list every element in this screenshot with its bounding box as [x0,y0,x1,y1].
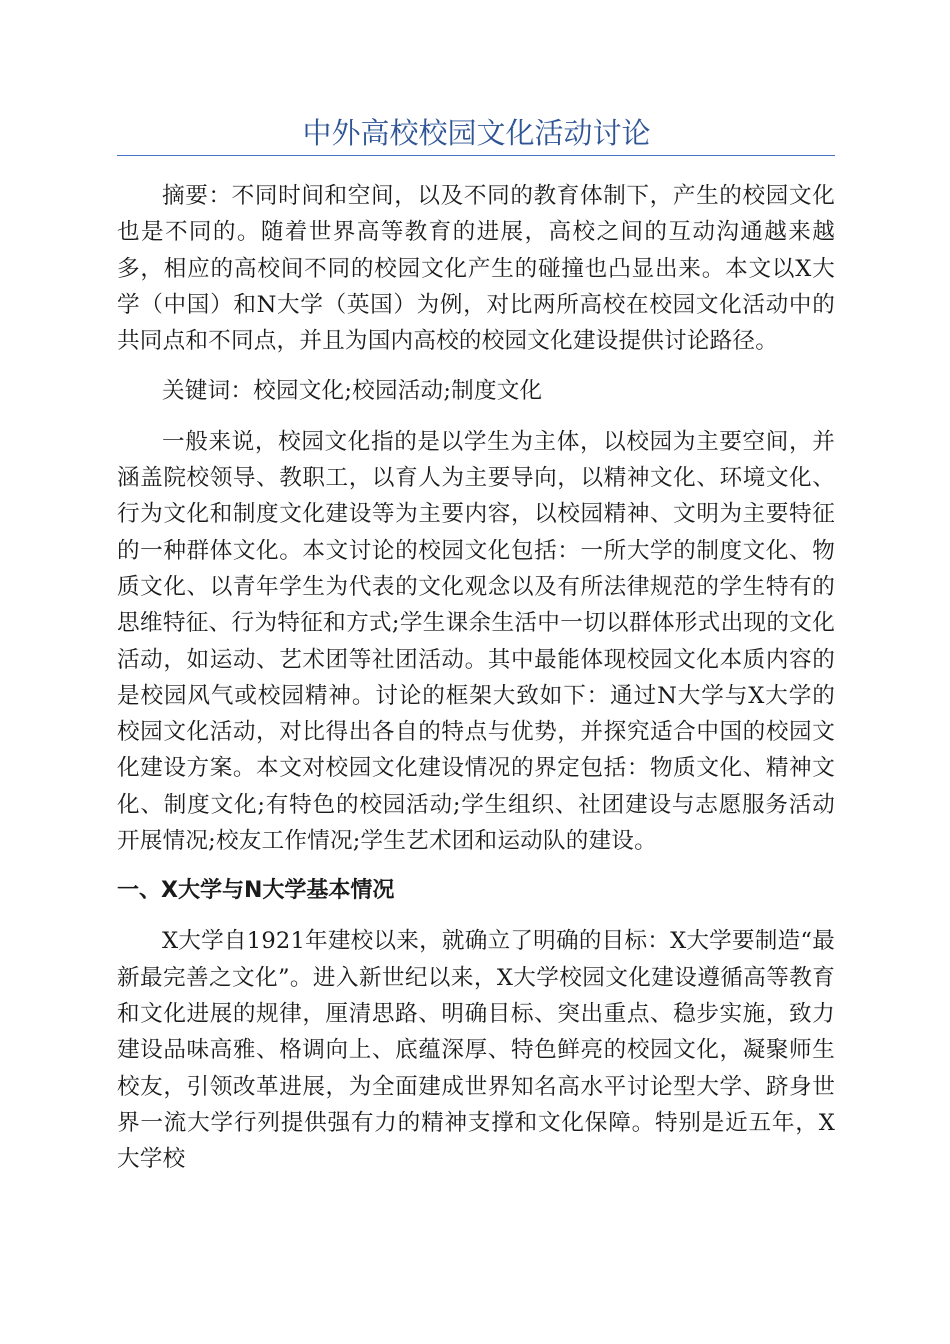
abstract-paragraph: 摘要：不同时间和空间，以及不同的教育体制下，产生的校园文化也是不同的。随着世界高等教育的进展，高校之间的互动沟通越来越多，相应的高校间不同的校园文化产生的碰撞也凸显出来。本文以X大学（中国）和N大学（英国）为例，对比两所高校在校园文化活动中的共同点和不同点，并且为国内高校的校园文化建设提供讨论路径。 [117,183,835,355]
keywords-line: 关键词：校园文化;校园活动;制度文化 [162,378,543,405]
title-underline-divider [117,155,835,156]
body-paragraph: X大学自1921年建校以来，就确立了明确的目标：X大学要制造“最新最完善之文化”。进入新世纪以来，X大学校园文化建设遵循高等教育和文化进展的规律，厘清思路、明确目标、突出重点、稳步实施，致力建设品味高雅、格调向上、底蕴深厚、特色鲜亮的校园文化，凝聚师生校友，引领改革进展，为全面建成世界知名高水平讨论型大学、跻身世界一流大学行列提供强有力的精神支撑和文化保障。特别是近五年，X大学校 [117,928,835,1173]
body-paragraph: 一般来说，校园文化指的是以学生为主体，以校园为主要空间，并涵盖院校领导、教职工，以育人为主要导向，以精神文化、环境文化、行为文化和制度文化建设等为主要内容，以校园精神、文明为主要特征的一种群体文化。本文讨论的校园文化包括：一所大学的制度文化、物质文化、以青年学生为代表的文化观念以及有所法律规范的学生特有的思维特征、行为特征和方式;学生课余生活中一切以群体形式出现的文化活动，如运动、艺术团等社团活动。其中最能体现校园文化本质内容的是校园风气或校园精神。讨论的框架大致如下：通过N大学与X大学的校园文化活动，对比得出各自的特点与优势，并探究适合中国的校园文化建设方案。本文对校园文化建设情况的界定包括：物质文化、精神文化、制度文化;有特色的校园活动;学生组织、社团建设与志愿服务活动开展情况;校友工作情况;学生艺术团和运动队的建设。 [117,428,835,855]
document-title: 中外高校校园文化活动讨论 [302,116,651,150]
document-body [117,170,835,1177]
section-heading: 一、X大学与N大学基本情况 [117,878,395,904]
